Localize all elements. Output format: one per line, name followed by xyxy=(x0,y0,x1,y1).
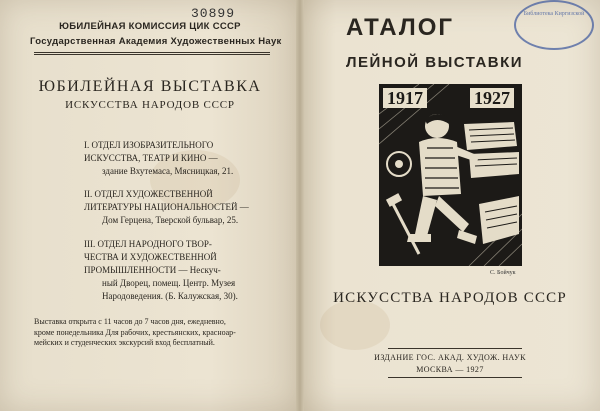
header-rule-2 xyxy=(34,54,270,55)
header-academy: Государственная Академия Художественных Наук xyxy=(30,36,282,47)
year-1927: 1927 xyxy=(470,88,514,108)
paper-stain xyxy=(320,300,390,350)
hours-line: кроме понедельника Для рабочих, крестьянских, красноар- xyxy=(34,327,236,337)
section-visual-arts xyxy=(84,139,274,178)
cover-main-title: ИСКУССТВА НАРОДОВ СССР xyxy=(333,290,567,306)
section-folk-art xyxy=(84,238,274,303)
book-spine xyxy=(296,0,304,411)
publisher-rule-top xyxy=(388,348,522,349)
artist-signature: С. Бойчук xyxy=(490,270,516,276)
year-1917: 1917 xyxy=(383,88,427,108)
header-commission: ЮБИЛЕЙНАЯ КОМИССИЯ ЦИК СССР xyxy=(59,21,241,32)
cover-title-line-2: ЛЕЙНОЙ ВЫСТАВКИ xyxy=(346,54,524,71)
worker-reading-woodcut xyxy=(379,84,522,266)
opening-hours-note xyxy=(34,317,270,349)
section-line: ИСКУССТВА, ТЕАТР И КИНО — xyxy=(84,153,218,163)
inventory-number: 30899 xyxy=(191,6,236,21)
publisher-city-year: МОСКВА — 1927 xyxy=(416,365,484,374)
section-line: здание Вхутемаса, Мясницкая, 21. xyxy=(102,166,234,176)
exhibition-title: ЮБИЛЕЙНАЯ ВЫСТАВКА xyxy=(38,78,262,95)
section-line: II. ОТДЕЛ ХУДОЖЕСТВЕННОЙ xyxy=(84,189,213,199)
woodcut-illustration xyxy=(379,84,522,266)
hours-line: Выставка открыта с 11 часов до 7 часов дня, ежедневно, xyxy=(34,317,226,326)
section-line: ЛИТЕРАТУРЫ НАЦИОНАЛЬНОСТЕЙ — xyxy=(84,202,249,212)
publisher-line: ИЗДАНИЕ ГОС. АКАД. ХУДОЖ. НАУК xyxy=(374,353,526,362)
publisher-rule-bottom xyxy=(388,377,522,378)
hours-line: мейских и студенческих экскурсий вход бесплатный. xyxy=(34,338,215,347)
section-literature xyxy=(84,188,274,227)
section-line: ный Дворец, помещ. Центр. Музея xyxy=(102,278,236,288)
exhibition-subtitle: ИСКУССТВА НАРОДОВ СССР xyxy=(65,99,235,111)
section-line: ЧЕСТВА И ХУДОЖЕСТВЕННОЙ xyxy=(84,252,217,262)
cover-title: АТАЛОГ xyxy=(346,14,455,41)
section-line: Народоведения. (Б. Калужская, 30). xyxy=(102,291,238,301)
section-line: ПРОМЫШЛЕННОСТИ — Нескуч- xyxy=(84,265,221,275)
section-line: I. ОТДЕЛ ИЗОБРАЗИТЕЛЬНОГО xyxy=(84,140,214,150)
library-stamp xyxy=(514,0,594,50)
library-stamp-text: Библиотека Киргизской xyxy=(523,11,585,17)
header-rule xyxy=(34,52,270,53)
section-line: III. ОТДЕЛ НАРОДНОГО ТВОР- xyxy=(84,239,212,249)
section-line: Дом Герцена, Тверской бульвар, 25. xyxy=(102,215,239,225)
